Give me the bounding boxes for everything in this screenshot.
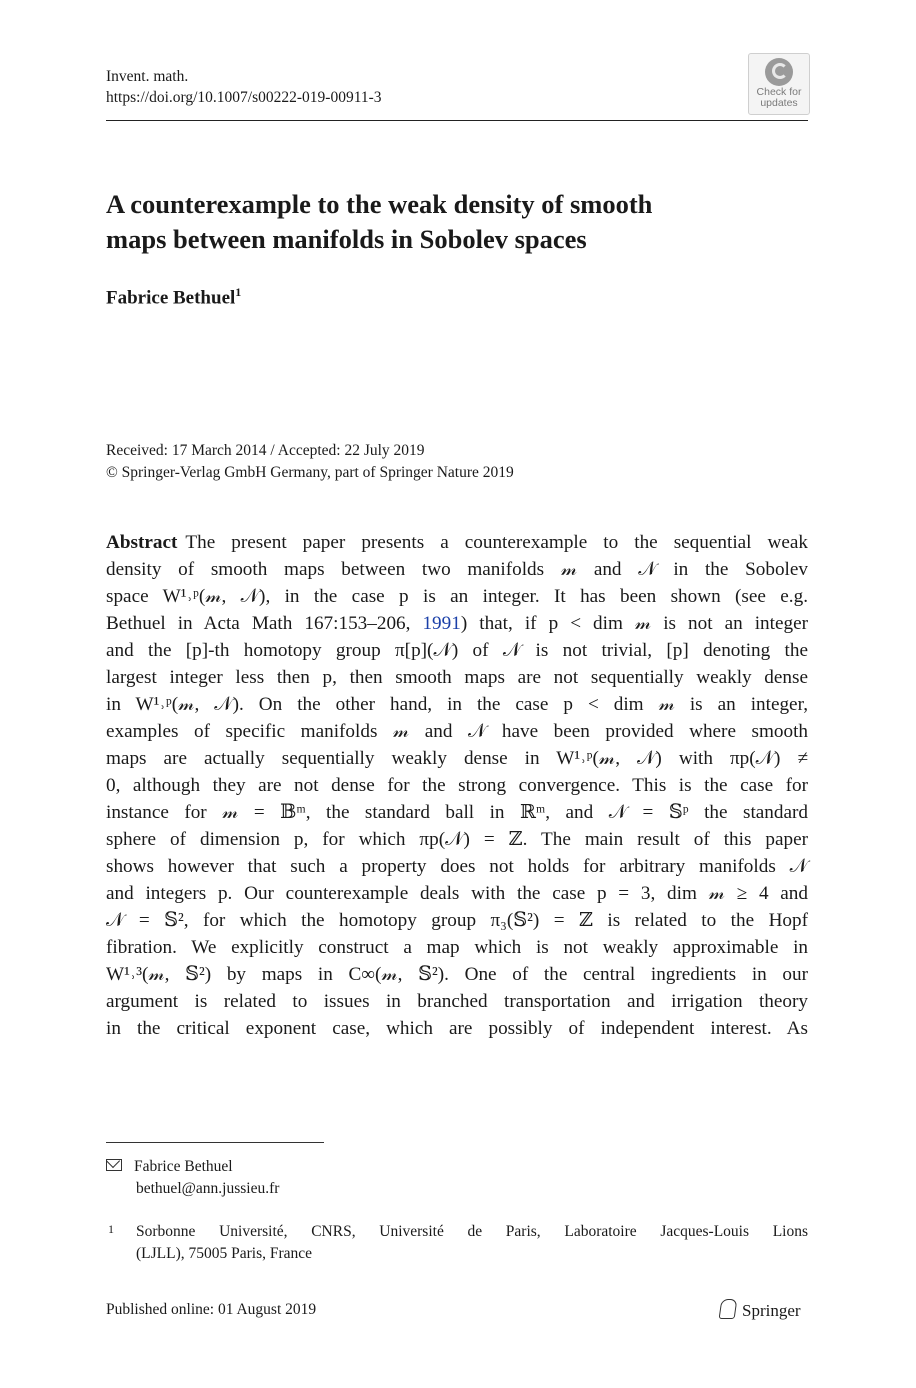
journal-name: Invent. math. bbox=[106, 68, 189, 85]
abstract-line: instance for 𝓂 = 𝔹ᵐ, the standard ball in ℝᵐ, and 𝒩 = 𝕊ᵖ the standard bbox=[106, 802, 808, 823]
title-line: maps between manifolds in Sobolev spaces bbox=[106, 224, 587, 254]
envelope-icon bbox=[106, 1159, 122, 1171]
badge-line-2: updates bbox=[760, 97, 798, 109]
abstract-line: in the critical exponent case, which are possibly of independent interest. As bbox=[106, 1018, 808, 1039]
contact-name: Fabrice Bethuel bbox=[134, 1158, 233, 1175]
published-online: Published online: 01 August 2019 bbox=[106, 1301, 317, 1318]
publisher-name: Springer bbox=[742, 1301, 801, 1320]
affiliation-line: (LJLL), 75005 Paris, France bbox=[136, 1245, 313, 1262]
journal-header bbox=[106, 66, 382, 108]
corresponding-author bbox=[106, 1156, 279, 1200]
affiliation-mark: 1 bbox=[235, 285, 242, 299]
copyright: © Springer-Verlag GmbH Germany, part of Springer Nature 2019 bbox=[106, 464, 514, 481]
abstract-heading: Abstract bbox=[106, 532, 178, 553]
paper-title bbox=[106, 187, 806, 257]
abstract-line: 0, although they are not dense for the strong convergence. This is the case for bbox=[106, 775, 808, 796]
affiliation-number: 1 bbox=[108, 1222, 114, 1236]
abstract-line: Bethuel in Acta Math 167:153–206, 1991) that, if p < dim 𝓂 is not an integer bbox=[106, 613, 808, 634]
publisher-logo bbox=[720, 1299, 801, 1321]
abstract bbox=[106, 529, 808, 1042]
abstract-line: in W¹˒ᵖ(𝓂, 𝒩). On the other hand, in the case p < dim 𝓂 is an integer, bbox=[106, 694, 808, 715]
received-accepted: Received: 17 March 2014 / Accepted: 22 July 2019 bbox=[106, 442, 425, 459]
affiliation bbox=[106, 1221, 808, 1265]
abstract-line: density of smooth maps between two manifolds 𝓂 and 𝒩 in the Sobolev bbox=[106, 559, 808, 580]
abstract-line: maps are actually sequentially weakly dense in W¹˒ᵖ(𝓂, 𝒩) with πp(𝒩) ≠ bbox=[106, 748, 808, 769]
abstract-line: sphere of dimension p, for which πp(𝒩) = ℤ. The main result of this paper bbox=[106, 829, 808, 850]
title-line: A counterexample to the weak density of smooth bbox=[106, 189, 653, 219]
abstract-line: examples of specific manifolds 𝓂 and 𝒩 have been provided where smooth bbox=[106, 721, 808, 742]
doi-link[interactable]: https://doi.org/10.1007/s00222-019-00911-3 bbox=[106, 89, 382, 106]
badge-line-1: Check for bbox=[756, 86, 802, 98]
abstract-line: fibration. We explicitly construct a map which is not weakly approximable in bbox=[106, 937, 808, 958]
update-icon bbox=[765, 58, 793, 86]
abstract-line: and integers p. Our counterexample deals with the case p = 3, dim 𝓂 ≥ 4 and bbox=[106, 883, 808, 904]
abstract-line: and the [p]-th homotopy group π[p](𝒩) of 𝒩 is not trivial, [p] denoting the bbox=[106, 640, 808, 661]
contact-email[interactable]: bethuel@ann.jussieu.fr bbox=[136, 1180, 280, 1197]
abstract-line: space W¹˒ᵖ(𝓂, 𝒩), in the case p is an integer. It has been shown (see e.g. bbox=[106, 586, 808, 607]
check-for-updates-badge[interactable] bbox=[748, 53, 810, 115]
abstract-line: largest integer less then p, then smooth maps are not sequentially weakly dense bbox=[106, 667, 808, 688]
abstract-line: 𝒩 = 𝕊², for which the homotopy group π₃(𝕊²) = ℤ is related to the Hopf bbox=[106, 910, 808, 931]
abstract-line: argument is related to issues in branched transportation and irrigation theory bbox=[106, 991, 808, 1012]
abstract-line: W¹˒³(𝓂, 𝕊²) by maps in C∞(𝓂, 𝕊²). One of the central ingredients in our bbox=[106, 964, 808, 985]
header-rule bbox=[106, 120, 808, 121]
author-name: Fabrice Bethuel bbox=[106, 287, 236, 309]
abstract-line: Abstract The present paper presents a counterexample to the sequential weak bbox=[106, 532, 808, 553]
affiliation-line: Sorbonne Université, CNRS, Université de Paris, Laboratoire Jacques-Louis Lions bbox=[136, 1223, 808, 1240]
abstract-line: shows however that such a property does not holds for arbitrary manifolds 𝒩 bbox=[106, 856, 808, 877]
dates-block bbox=[106, 440, 514, 484]
footnote-rule bbox=[106, 1142, 324, 1143]
citation-link[interactable]: 1991 bbox=[422, 613, 461, 634]
author bbox=[106, 285, 241, 309]
springer-horse-icon bbox=[719, 1299, 738, 1319]
